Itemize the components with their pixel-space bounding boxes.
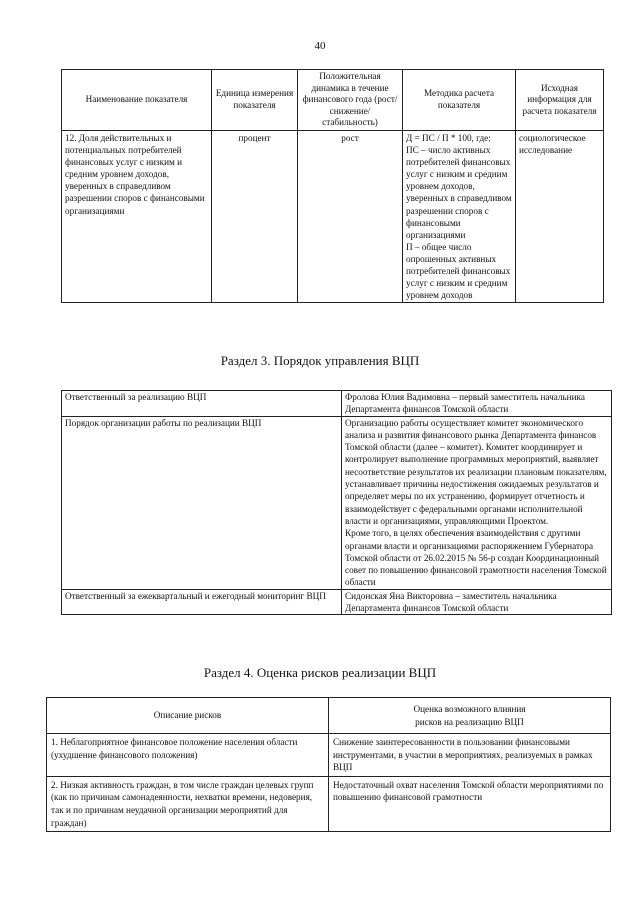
indicator-source: социологическое исследование [516,130,604,302]
row-label: Ответственный за ежеквартальный и ежегодный мониторинг ВЦП [62,589,342,615]
row-value: Фролова Юлия Вадимовна – первый заместитель начальника Департамента финансов Томской области [342,391,612,417]
indicators-table [61,69,604,303]
section-3-title: Раздел 3. Порядок управления ВЦП [220,353,420,368]
risk-impact: Недостаточный охват населения Томской области мероприятиями по повышению финансовой грамотности [329,776,611,831]
header-unit: Единица измерения показателя [212,70,298,131]
header-dynamics: Положительная динамика в течение финансового года (рост/снижение/ стабильность) [298,70,403,131]
indicator-method: Д = ПС / П * 100, где: ПС – число активных потребителей финансовых услуг с низким и средним уровнем доходов, уверенных в справедливом разрешении споров с финансовыми организациями П – общее число опрошенных активных потребителей финансовых услуг с низким и средним уровнем доходов [403,130,516,302]
risks-table [46,697,611,832]
risk-impact: Снижение заинтересованности в пользовании финансовыми инструментами, в участии в мероприятиях, реализуемых в рамках ВЦП [329,734,611,777]
header-indicator-name: Наименование показателя [62,70,212,131]
risk-description: 2. Низкая активность граждан, в том числе граждан целевых групп (как по причинам самонадеянности, нехватки времени, недоверия, так и по причинам неудачной организации мероприятий для граждан) [47,776,329,831]
row-value: Организацию работы осуществляет комитет экономического анализа и развития финансового рынка Департамента финансов Томской области (далее – комитет). Комитет координирует и контролирует выполнение программных мероприятий, выявляет несоответствие результатов их реализации плановым показателям, устанавливает причины недостижения ожидаемых результатов и определяет меры по их устранению, формирует отчетность и взаимодействует с федеральными органами исполнительной власти и организациями, управляющими Проектом. Кроме того, в целях обеспечения взаимодействия с другими органами власти и организациями распоряжением Губернатора Томской области от 26.02.2015 № 56-р создан Координационный совет по повышению финансовой грамотности населения Томской области [342,416,612,589]
indicator-dynamics: рост [298,130,403,302]
risk-description: 1. Неблагоприятное финансовое положение населения области (ухудшение финансового положения) [47,734,329,777]
row-value: Сидонская Яна Викторовна – заместитель начальника Департамента финансов Томской области [342,589,612,615]
row-label: Ответственный за реализацию ВЦП [62,391,342,417]
header-source: Исходная информация для расчета показателя [516,70,604,131]
table-row [62,391,612,417]
page-number: 40 [314,40,326,52]
header-method: Методика расчета показателя [403,70,516,131]
indicators-header-row [62,70,604,131]
table-row [47,734,611,777]
management-table [61,390,612,615]
table-row [62,589,612,615]
table-row [47,776,611,831]
header-risk-impact: Оценка возможного влияния рисков на реализацию ВЦП [329,698,611,734]
row-label: Порядок организации работы по реализации ВЦП [62,416,342,589]
section-4-title: Раздел 4. Оценка рисков реализации ВЦП [203,665,437,680]
risks-header-row [47,698,611,734]
indicator-unit: процент [212,130,298,302]
indicator-name: 12. Доля действительных и потенциальных потребителей финансовых услуг с низким и средним уровнем доходов, уверенных в справедливом разрешении споров с финансовыми организациями [62,130,212,302]
table-row [62,416,612,589]
header-risk-description: Описание рисков [47,698,329,734]
table-row [62,130,604,302]
